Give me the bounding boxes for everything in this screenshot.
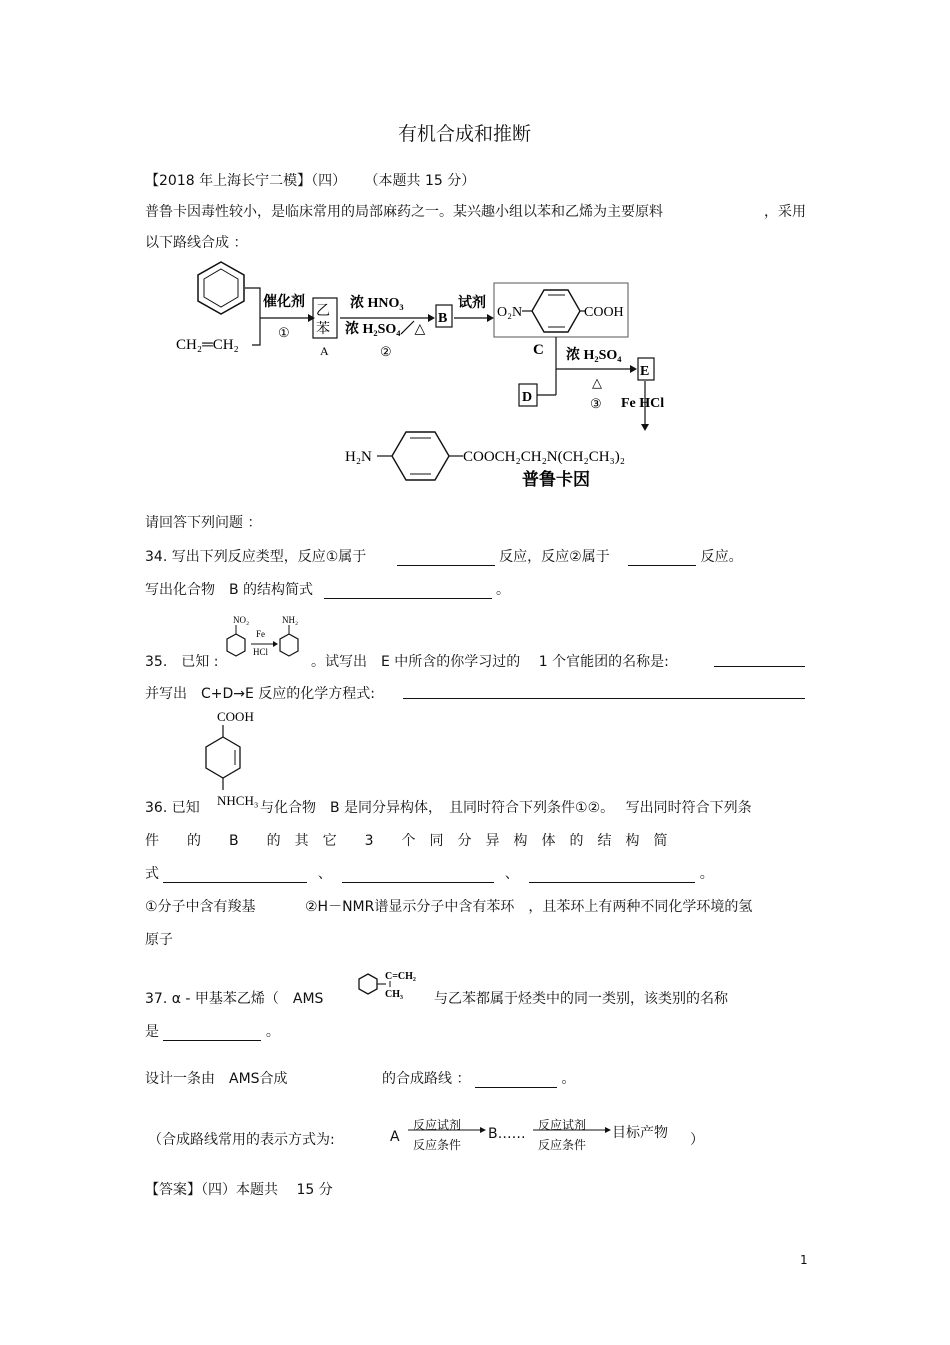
page-title: 有机合成和推断 xyxy=(398,123,532,145)
q36-condition-1: ①分子中含有羧基 xyxy=(145,899,256,915)
route-arrow-1 xyxy=(408,1126,488,1134)
compound-a-name-2: 苯 xyxy=(316,321,330,337)
answer-header: 【答案】（四）本题共 15 分 xyxy=(145,1182,333,1198)
route-condition-1: 反应条件 xyxy=(413,1138,462,1152)
q36-line-3 xyxy=(145,863,714,883)
route-condition-2: 反应条件 xyxy=(538,1138,587,1152)
q35-text: 。试写出 E 中所含的你学习过的 1 个官能团的名称是: xyxy=(311,654,669,670)
q34-line-2-text: 写出化合物 B 的结构简式 xyxy=(145,582,314,598)
compound-c-label: C xyxy=(533,342,544,358)
q36-sep-2: 、 xyxy=(504,866,519,882)
q37-blank-2[interactable] xyxy=(475,1072,557,1088)
q36-line-1-lead: 36. 已知 xyxy=(145,800,200,816)
q35-line-2: 并写出 C+D→E 反应的化学方程式: xyxy=(145,686,376,702)
cond-2-num: ② xyxy=(380,344,392,359)
q36-line-2: 件 的 B 的 其 它 3 个 同 分 异 构 体 的 结 构 简 xyxy=(145,833,668,849)
route-arrow-2 xyxy=(533,1126,613,1134)
route-reagent-2: 反应试剂 xyxy=(538,1118,587,1132)
q36-sep-1: 、 xyxy=(317,866,332,882)
compound-c-right: COOH xyxy=(584,305,624,320)
route-reagent-1: 反应试剂 xyxy=(413,1118,462,1132)
route-lead: （合成路线常用的表示方式为: xyxy=(148,1132,335,1148)
intro-line-2: 以下路线合成 ： xyxy=(145,235,248,251)
compound-a-label: A xyxy=(320,344,329,358)
q35-blank-2[interactable] xyxy=(403,683,805,699)
q34-text-b: 反应，反应②属于 xyxy=(499,549,610,565)
q35-reaction-figure xyxy=(218,612,308,667)
cond-3-num: ③ xyxy=(590,396,602,411)
intro-line-1-end: ，采用 xyxy=(764,204,806,220)
q36-fig-top: COOH xyxy=(217,709,254,724)
q36-line-3-end: 。 xyxy=(699,866,714,882)
q34-text-a: 34. 写出下列反应类型，反应①属于 xyxy=(145,549,367,565)
benzene-ring xyxy=(198,262,244,314)
cond-2-top: 浓 HNO₃ xyxy=(350,296,404,311)
cond-1-top: 催化剂 xyxy=(263,294,305,310)
q36-blank-3[interactable] xyxy=(529,867,695,883)
product-name: 普鲁卡因 xyxy=(522,470,590,490)
merge-bracket xyxy=(245,288,260,345)
cond-3-top: 浓 H₂SO₄ xyxy=(566,348,622,363)
ams-fig-bottom: CH₃ xyxy=(385,989,403,1000)
ethylene-label: CH₂═CH₂ xyxy=(176,337,239,353)
product-ring xyxy=(392,432,449,480)
cond-3-mid: △ xyxy=(592,375,602,390)
source-text: 【2018 年上海长宁二模】（四） xyxy=(145,173,347,189)
q37-line-3-text: 的合成路线 ： xyxy=(382,1071,471,1087)
q36-blank-2[interactable] xyxy=(342,867,494,883)
q36-line-3-lead: 式 xyxy=(145,866,159,882)
q35-fig-top-right: NH₂ xyxy=(282,615,299,625)
q35-blank-1[interactable] xyxy=(714,651,805,667)
compound-c-left: O₂N xyxy=(497,305,523,320)
q35-fig-top-left: NO₂ xyxy=(233,615,250,625)
q37-line-3 xyxy=(382,1068,575,1088)
product-right: COOCH₂CH₂N(CH₂CH₃)₂ xyxy=(463,449,625,465)
ams-fig-top: C=CH₂ xyxy=(385,971,416,982)
q36-condition-2: ②H－NMR谱显示分子中含有苯环 ，且苯环上有两种不同化学环境的氢 xyxy=(305,899,753,915)
q37-line-3-lead: 设计一条由 AMS合成 xyxy=(145,1071,288,1087)
q37-line-2-lead: 是 xyxy=(145,1024,159,1040)
route-b: B…… xyxy=(488,1126,526,1142)
compound-b-label: B xyxy=(438,311,448,326)
product-left: H₂N xyxy=(345,449,372,465)
q35-lead: 35. 已知 : xyxy=(145,654,219,670)
route-close: ） xyxy=(690,1132,704,1148)
q34-text-c: 反应。 xyxy=(700,549,743,565)
page-number: 1 xyxy=(800,1253,808,1267)
q37-line-1: 与乙苯都属于烃类中的同一类别，该类别的名称 xyxy=(434,991,728,1007)
score-text: （本题共 15 分） xyxy=(364,173,476,189)
ams-structure xyxy=(354,965,434,1005)
q35-fig-arrow-top: Fe xyxy=(256,629,265,639)
synthesis-scheme xyxy=(0,0,950,520)
q37-line-1-lead: 37. α - 甲基苯乙烯（ AMS xyxy=(145,991,324,1007)
q34-blank-1[interactable] xyxy=(397,550,495,566)
q34-line-1 xyxy=(145,546,743,566)
route-a: A xyxy=(390,1129,400,1145)
q34-line-2 xyxy=(145,579,510,599)
q36-line-5: 原子 xyxy=(145,932,173,948)
answer-prompt: 请回答下列问题 ： xyxy=(145,515,262,531)
cond-reagent: 试剂 xyxy=(458,295,486,311)
q36-fig-bottom: NHCH₃ xyxy=(217,793,259,808)
q36-line-1: 与化合物 B 是同分异构体， 且同时符合下列条件①②。 写出同时符合下列条 xyxy=(260,800,752,816)
cond-2-bottom: 浓 H₂SO₄／△ xyxy=(345,322,426,337)
cond-1-num: ① xyxy=(278,325,290,340)
q35-fig-arrow-bottom: HCl xyxy=(253,647,269,657)
q34-blank-2[interactable] xyxy=(628,550,696,566)
intro-line-1: 普鲁卡因毒性较小，是临床常用的局部麻药之一。某兴趣小组以苯和乙烯为主要原料 xyxy=(145,204,663,220)
route-product: 目标产物 xyxy=(612,1125,668,1141)
compound-d-label: D xyxy=(522,390,533,405)
cond-4: Fe HCl xyxy=(621,396,665,411)
q37-blank-1[interactable] xyxy=(163,1025,261,1041)
q37-line-3-end: 。 xyxy=(561,1071,576,1087)
q36-blank-1[interactable] xyxy=(163,867,307,883)
compound-c-ring xyxy=(532,290,580,332)
q37-line-2 xyxy=(145,1021,280,1041)
compound-a-name: 乙 xyxy=(316,303,330,319)
q34-line-2-end: 。 xyxy=(495,582,510,598)
q34-blank-3[interactable] xyxy=(324,583,492,599)
compound-e-label: E xyxy=(640,364,650,379)
q37-line-2-end: 。 xyxy=(265,1024,280,1040)
